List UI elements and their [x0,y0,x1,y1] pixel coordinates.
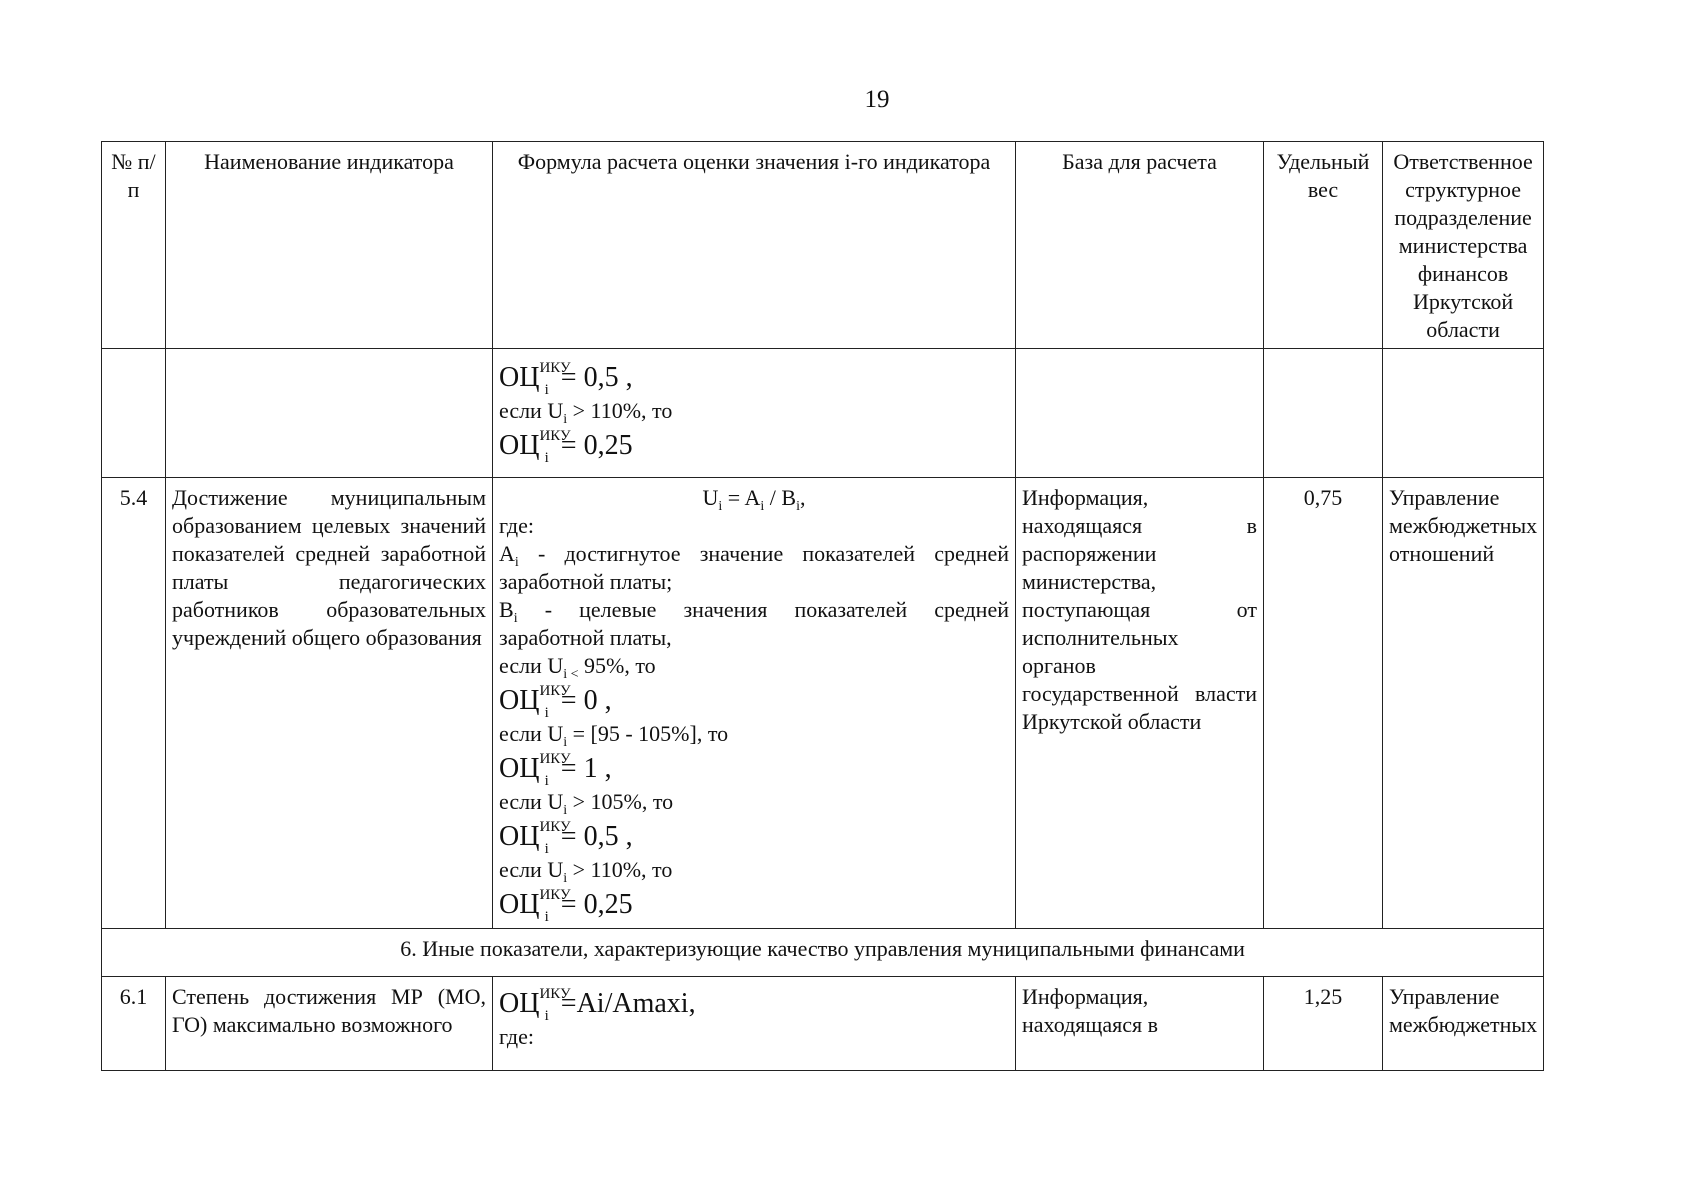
where-label: где: [499,513,534,538]
header-row [102,142,1544,349]
row-number: 5.4 [102,478,166,929]
page-number: 19 [864,86,890,113]
header-formula: Формула расчета оценки значения i-го индикатора [493,142,1016,349]
condition-line: если $U_{i <}$ 95%, то [499,653,656,682]
responsible-cell: Управление межбюджетных отношений [1383,478,1544,929]
formula-line: $ОЦ^{ИКУ}_i = 0,5$ , [499,819,633,857]
formula-line: $ОЦ^{ИКУ}_i = 0,5$ , [499,360,633,398]
weight-cell: 0,75 [1264,478,1383,929]
section-title: 6. Иные показатели, характеризующие качество управления муниципальными финансами [102,929,1544,977]
base-cell: Информация, находящаяся в [1016,977,1264,1071]
formula-cell [493,478,1016,929]
indicators-table [101,141,1544,1071]
where-label: где: [499,1024,534,1049]
header-num: № п/п [102,142,166,349]
condition-line: если $U_i > 110\%$, то [499,857,673,886]
formula-line: $ОЦ^{ИКУ}_i = 0,25$ [499,428,633,466]
table-row-6-1 [102,977,1544,1071]
table-row-5-4 [102,478,1544,929]
header-base: База для расчета [1016,142,1264,349]
base-cell: Информация, находящаяся в распоряжении министерства, поступающая от исполнительных органов государственной власти Иркутской области [1016,478,1264,929]
table-row-continuation [102,349,1544,478]
condition-line: если $U_i > 105\%$, то [499,789,674,818]
header-name: Наименование индикатора [166,142,493,349]
responsible-cell: Управление межбюджетных [1383,977,1544,1071]
header-weight: Удельный вес [1264,142,1383,349]
formula-line: $ОЦ^{ИКУ}_i = 0,25$ [499,887,633,925]
formula-line: $ОЦ^{ИКУ}_i = 1$ , [499,751,612,789]
condition-line: если $U_i > 110\%$, то [499,398,673,427]
a-definition: $A_i$ - достигнутое значение показателей средней заработной платы; [499,541,1009,594]
formula-main: $U_i = A_i / B_i$, [702,485,806,514]
formula-line: $ОЦ^{ИКУ}_i = 0$ , [499,683,612,721]
formula-cell [493,977,1016,1071]
weight-cell: 1,25 [1264,977,1383,1071]
row-number: 6.1 [102,977,166,1071]
b-definition: $B_i$ - целевые значения показателей средней заработной платы, [499,597,1009,650]
indicator-name: Достижение муниципальным образованием целевых значений показателей средней заработной платы педагогических работников образовательных учреждений общего образования [166,478,493,929]
formula-cell [493,349,1016,478]
condition-line: если $U_i = [95 - 105\%]$, то [499,721,729,750]
section-header-6 [102,929,1544,977]
header-responsible: Ответственное структурное подразделение министерства финансов Иркутской области [1383,142,1544,349]
indicator-name: Степень достижения МР (МО, ГО) максимально возможного [166,977,493,1071]
formula-line: $ОЦ^{ИКУ}_i =Ai/Amaxi$, [499,986,696,1024]
